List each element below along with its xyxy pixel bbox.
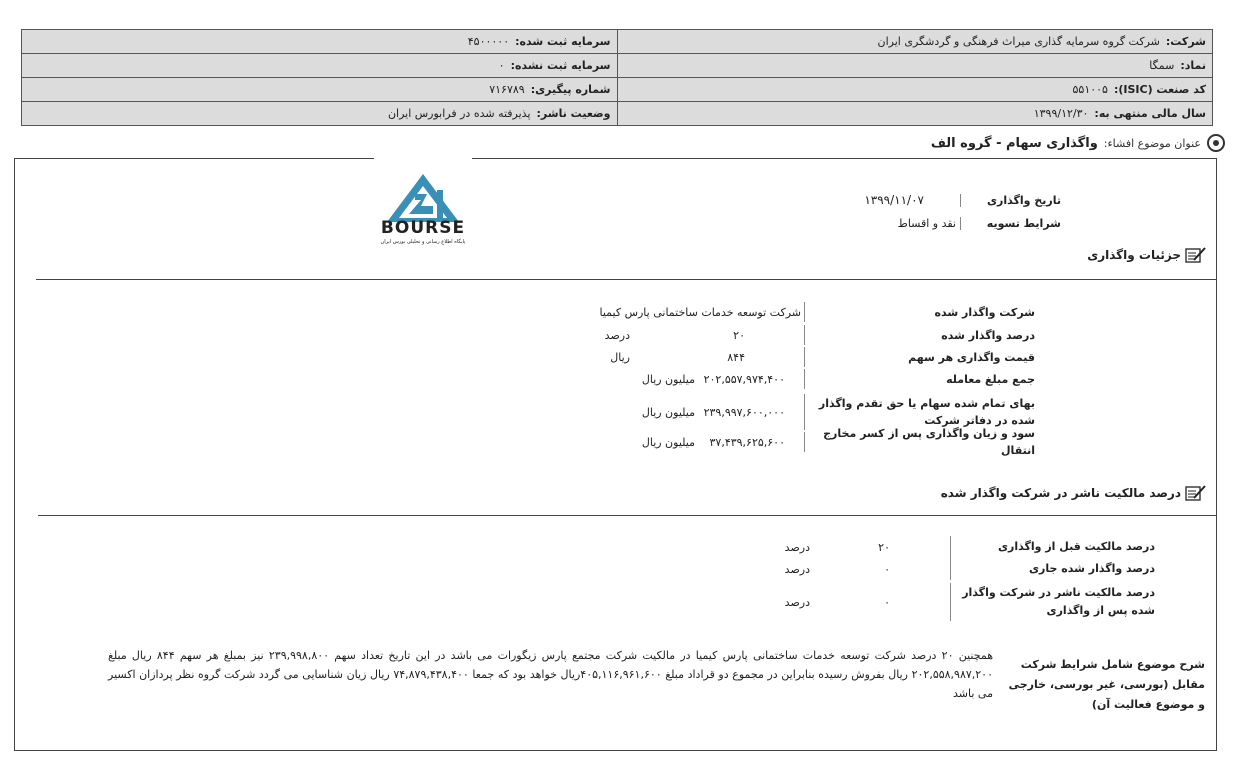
transfer-date-value: ۱۳۹۹/۱۱/۰۷ <box>864 193 924 207</box>
logo-text: BOURSE <box>380 218 466 238</box>
symbol-label: نماد: <box>1180 59 1206 72</box>
isic-value: ۵۵۱۰۰۵ <box>1072 83 1108 96</box>
details-row-value: ۲۳۹,۹۹۷,۶۰۰,۰۰۰ <box>703 405 785 419</box>
details-row-unit: ریال <box>610 350 630 364</box>
settlement-terms-value: نقد و اقساط <box>897 216 956 230</box>
isic-label: کد صنعت (ISIC): <box>1113 83 1206 96</box>
info-row-3 <box>22 78 1212 102</box>
edit-note-icon <box>1185 484 1207 502</box>
ownership-title-text: درصد مالکیت ناشر در شرکت واگذار شده <box>940 486 1181 500</box>
isic-cell <box>617 78 1213 101</box>
symbol-value: سمگا <box>1149 59 1175 72</box>
logo-subtitle: پایگاه اطلاع رسانی و تحلیلی بورس ایران <box>380 239 466 245</box>
details-row-unit: درصد <box>604 328 630 342</box>
ownership-row-label: درصد مالکیت قبل از واگذاری <box>950 536 1155 558</box>
frame-top-right <box>472 158 1217 159</box>
details-row-unit: میلیون ریال <box>641 435 695 449</box>
unreg-capital-cell <box>22 54 617 77</box>
ownership-row-unit: درصد <box>784 595 810 609</box>
company-label: شرکت: <box>1165 35 1206 48</box>
frame-right <box>1216 158 1217 750</box>
edit-note-icon <box>1185 246 1207 264</box>
details-row <box>555 347 1035 367</box>
details-row <box>555 369 1035 389</box>
fiscal-cell <box>617 102 1213 125</box>
bourse-logo <box>375 172 471 250</box>
frame-left <box>14 158 15 750</box>
details-section-title <box>1087 246 1207 264</box>
details-row-label: بهای تمام شده سهام یا حق تقدم واگذار شده در دفاتر شرکت <box>804 394 1035 430</box>
details-row-value: ۲۰۲,۵۵۷,۹۷۴,۴۰۰ <box>703 372 785 386</box>
details-row <box>555 325 1035 345</box>
status-label: وضعیت ناشر: <box>536 107 611 120</box>
subject-value: واگذاری سهام - گروه الف <box>930 135 1098 151</box>
details-row-value: ۳۷,۴۳۹,۶۲۵,۶۰۰ <box>709 435 785 449</box>
details-row-value: ۸۴۴ <box>727 350 745 364</box>
status-value: پذیرفته شده در فرابورس ایران <box>387 107 531 120</box>
details-divider <box>36 279 1216 280</box>
target-icon <box>1207 134 1225 152</box>
tracking-value: ۷۱۶۷۸۹ <box>489 83 525 96</box>
ownership-row-label: درصد واگذار شده جاری <box>950 558 1155 580</box>
frame-bottom <box>14 750 1217 751</box>
details-row-label: جمع مبلغ معامله <box>804 369 1035 389</box>
company-value: شرکت گروه سرمایه گذاری میراث فرهنگی و گردشگری ایران <box>877 35 1160 48</box>
fiscal-label: سال مالی منتهی به: <box>1094 107 1206 120</box>
reg-capital-cell <box>22 30 617 53</box>
settlement-terms-label: شرایط تسویه <box>960 217 1061 230</box>
description-label: شرح موضوع شامل شرایط شرکت مقابل (بورسی، غیر بورسی، خارجی و موضوع فعالیت آن) <box>1008 658 1205 711</box>
settlement-terms-row <box>898 214 1061 232</box>
ownership-divider <box>38 515 1216 516</box>
ownership-row <box>775 536 1155 558</box>
unreg-capital-value: ۰ <box>498 59 505 72</box>
details-title-text: جزئیات واگذاری <box>1087 248 1181 262</box>
info-row-2 <box>22 54 1212 78</box>
ownership-row-unit: درصد <box>784 562 810 576</box>
symbol-cell <box>617 54 1213 77</box>
company-info-table <box>21 29 1213 126</box>
info-row-4 <box>22 102 1212 125</box>
subject-label: عنوان موضوع افشاء: <box>1103 136 1201 150</box>
details-row-unit: میلیون ریال <box>641 405 695 419</box>
company-cell <box>617 30 1213 53</box>
ownership-row-value: ۰ <box>884 562 890 576</box>
transfer-date-label: تاریخ واگذاری <box>960 194 1061 207</box>
details-row-label: شرکت واگذار شده <box>804 302 1035 322</box>
details-row <box>555 302 1035 322</box>
frame-top-left <box>14 158 374 159</box>
reg-capital-label: سرمایه ثبت شده: <box>515 35 611 48</box>
fiscal-value: ۱۳۹۹/۱۲/۳۰ <box>1033 107 1089 120</box>
description-text: همچنین ۲۰ درصد شرکت توسعه خدمات ساختمانی پارس کیمیا در مالکیت شرکت مجتمع پارس زیگورات می باشد در این تاریخ تعداد سهم ۲۳۹,۹۹۸,۸۰۰ نیز بمبلغ هر سهم ۸۴۴ ریال مبلغ ۲۰۲,۵۵۸,۹۸۷,۲۰۰ ریال بفروش رسیده بنابراین در مجموع دو قراداد مبلغ ۴۰۵,۱۱۶,۹۶۱,۶۰۰ریال خواهد بود که جمعا ۷۴,۸۷۹,۴۳۸,۴۰۰ ریال زیان شناسایی می گردد شرکت گروه نظر پردازان اکسیر می باشد <box>108 649 993 700</box>
details-row-unit: میلیون ریال <box>641 372 695 386</box>
transfer-date-row <box>864 191 1061 209</box>
ownership-row-unit: درصد <box>784 540 810 554</box>
details-row-value: ۲۰ <box>733 328 745 342</box>
tracking-cell <box>22 78 617 101</box>
details-row-value: شرکت توسعه خدمات ساختمانی پارس کیمیا <box>599 305 801 319</box>
status-cell <box>22 102 617 125</box>
details-row-label: درصد واگذار شده <box>804 325 1035 345</box>
ownership-row <box>775 558 1155 580</box>
reg-capital-value: ۴۵۰۰۰۰۰ <box>467 35 510 48</box>
ownership-row-value: ۲۰ <box>878 540 890 554</box>
details-row-label: قیمت واگذاری هر سهم <box>804 347 1035 367</box>
details-row <box>555 427 1035 457</box>
ownership-row-label: درصد مالکیت ناشر در شرکت واگذار شده پس از واگذاری <box>950 583 1155 621</box>
tracking-label: شماره پیگیری: <box>530 83 611 96</box>
ownership-section-title <box>941 484 1207 502</box>
ownership-row <box>775 583 1155 621</box>
details-row-label: سود و زیان واگذاری پس از کسر مخارج انتقال <box>804 432 1035 452</box>
ownership-row-value: ۰ <box>884 595 890 609</box>
unreg-capital-label: سرمایه ثبت نشده: <box>510 59 611 72</box>
disclosure-subject <box>931 134 1225 152</box>
info-row-1 <box>22 30 1212 54</box>
